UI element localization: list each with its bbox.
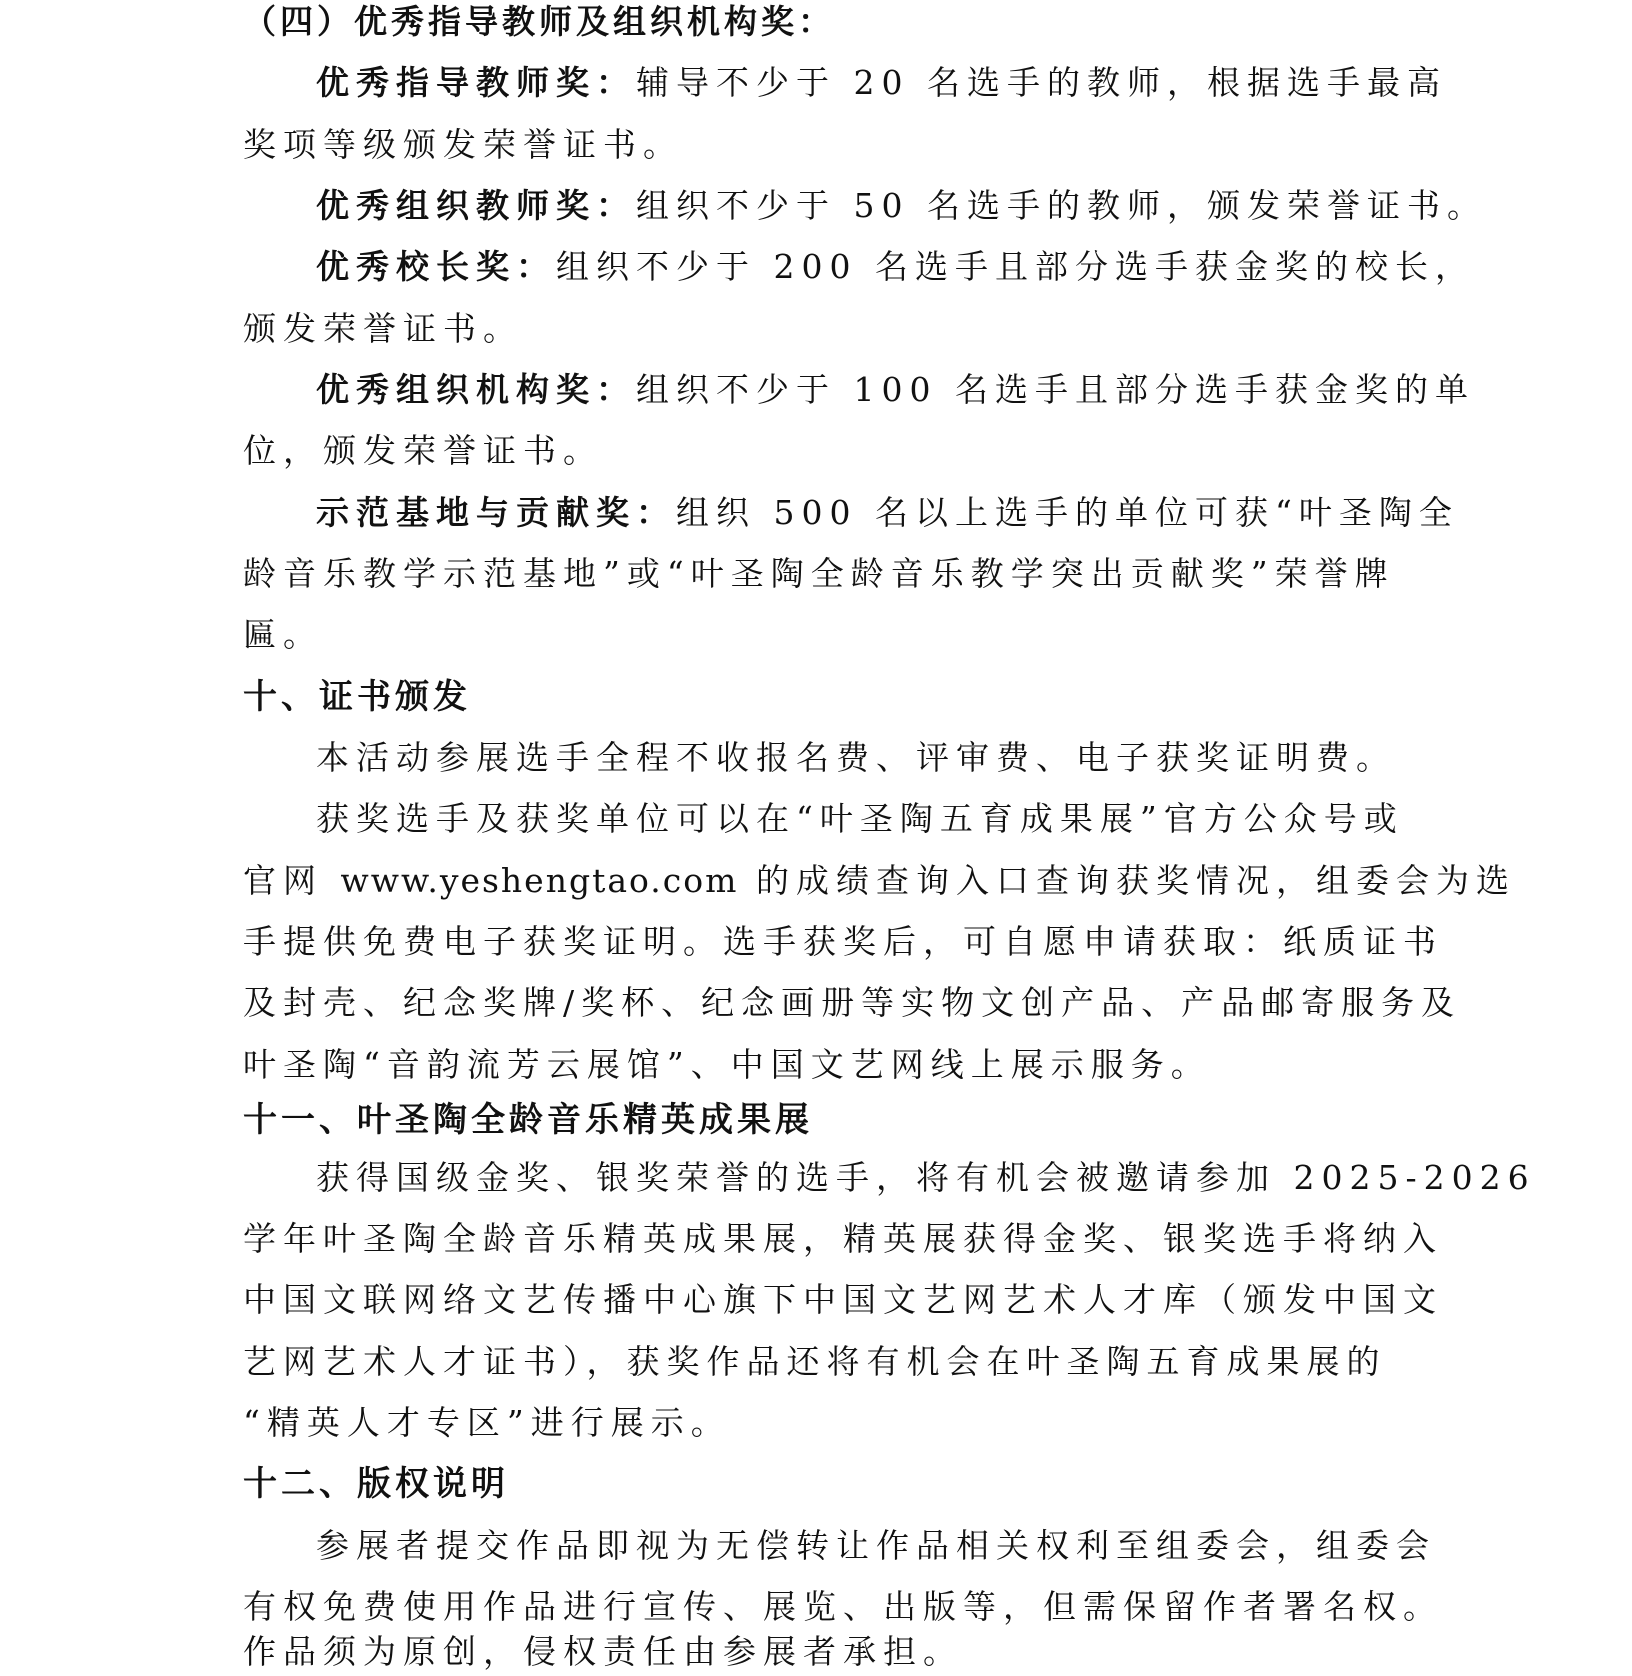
award-text: 组织 500 名以上选手的单位可获“叶圣陶全	[676, 493, 1459, 532]
award-text: 组织不少于 200 名选手且部分选手获金奖的校长，	[556, 247, 1475, 286]
section-12-para-cont: 有权免费使用作品进行宣传、展览、出版等，但需保留作者署名权。	[243, 1587, 1443, 1626]
award-principal	[316, 247, 1475, 287]
section-11-para-cont: “精英人才专区”进行展示。	[243, 1403, 731, 1442]
text-segment: 官网	[243, 861, 323, 900]
section-10-para-1: 本活动参展选手全程不收报名费、评审费、电子获奖证明费。	[316, 738, 1396, 777]
award-label: 示范基地与贡献奖：	[316, 493, 676, 532]
award-demo-base	[316, 493, 1459, 533]
award-text: 辅导不少于 20 名选手的教师，根据选手最高	[636, 63, 1447, 102]
award-text-cont: 颁发荣誉证书。	[243, 309, 523, 348]
text-segment: 的成绩查询入口查询获奖情况，组委会为选	[755, 861, 1516, 900]
section-11-para: 获得国级金奖、银奖荣誉的选手，将有机会被邀请参加 2025-2026	[316, 1158, 1536, 1197]
award-text-cont: 位，颁发荣誉证书。	[243, 431, 603, 470]
section-12-para: 参展者提交作品即视为无偿转让作品相关权利至组委会，组委会	[316, 1526, 1436, 1565]
award-teacher-organize	[316, 186, 1487, 226]
section-10-para-2-cont: 手提供免费电子获奖证明。选手获奖后，可自愿申请获取：纸质证书	[243, 922, 1443, 961]
section-11-para-cont: 中国文联网络文艺传播中心旗下中国文艺网艺术人才库（颁发中国文	[243, 1280, 1443, 1319]
website-url-link[interactable]: www.yeshengtao.com	[340, 861, 739, 900]
award-label: 优秀组织机构奖：	[316, 370, 636, 409]
section-10-para-2-cont: 及封壳、纪念奖牌/奖杯、纪念画册等实物文创产品、产品邮寄服务及	[243, 983, 1462, 1022]
award-text-cont: 龄音乐教学示范基地”或“叶圣陶全龄音乐教学突出贡献奖”荣誉牌	[243, 554, 1395, 593]
section-10-para-2-cont	[243, 861, 1516, 901]
award-organization	[316, 370, 1475, 410]
award-text: 组织不少于 100 名选手且部分选手获金奖的单	[636, 370, 1475, 409]
award-text-cont: 奖项等级颁发荣誉证书。	[243, 125, 683, 164]
section-4-heading: （四）优秀指导教师及组织机构奖：	[243, 2, 835, 41]
award-label: 优秀校长奖：	[316, 247, 556, 286]
award-teacher-guide	[316, 63, 1447, 103]
section-11-heading: 十一、叶圣陶全龄音乐精英成果展	[243, 1100, 813, 1140]
award-text-cont: 匾。	[243, 615, 323, 654]
section-12-heading: 十二、版权说明	[243, 1464, 509, 1504]
section-10-para-2-cont: 叶圣陶“音韵流芳云展馆”、中国文艺网线上展示服务。	[243, 1045, 1211, 1084]
section-10-para-2: 获奖选手及获奖单位可以在“叶圣陶五育成果展”官方公众号或	[316, 799, 1404, 838]
section-11-para-cont: 艺网艺术人才证书），获奖作品还将有机会在叶圣陶五育成果展的	[243, 1342, 1387, 1381]
award-text: 组织不少于 50 名选手的教师，颁发荣誉证书。	[636, 186, 1487, 225]
award-label: 优秀组织教师奖：	[316, 186, 636, 225]
section-11-para-cont: 学年叶圣陶全龄音乐精英成果展，精英展获得金奖、银奖选手将纳入	[243, 1219, 1443, 1258]
section-12-para-cont: 作品须为原创，侵权责任由参展者承担。	[243, 1632, 963, 1671]
section-10-heading: 十、证书颁发	[243, 677, 471, 717]
award-label: 优秀指导教师奖：	[316, 63, 636, 102]
